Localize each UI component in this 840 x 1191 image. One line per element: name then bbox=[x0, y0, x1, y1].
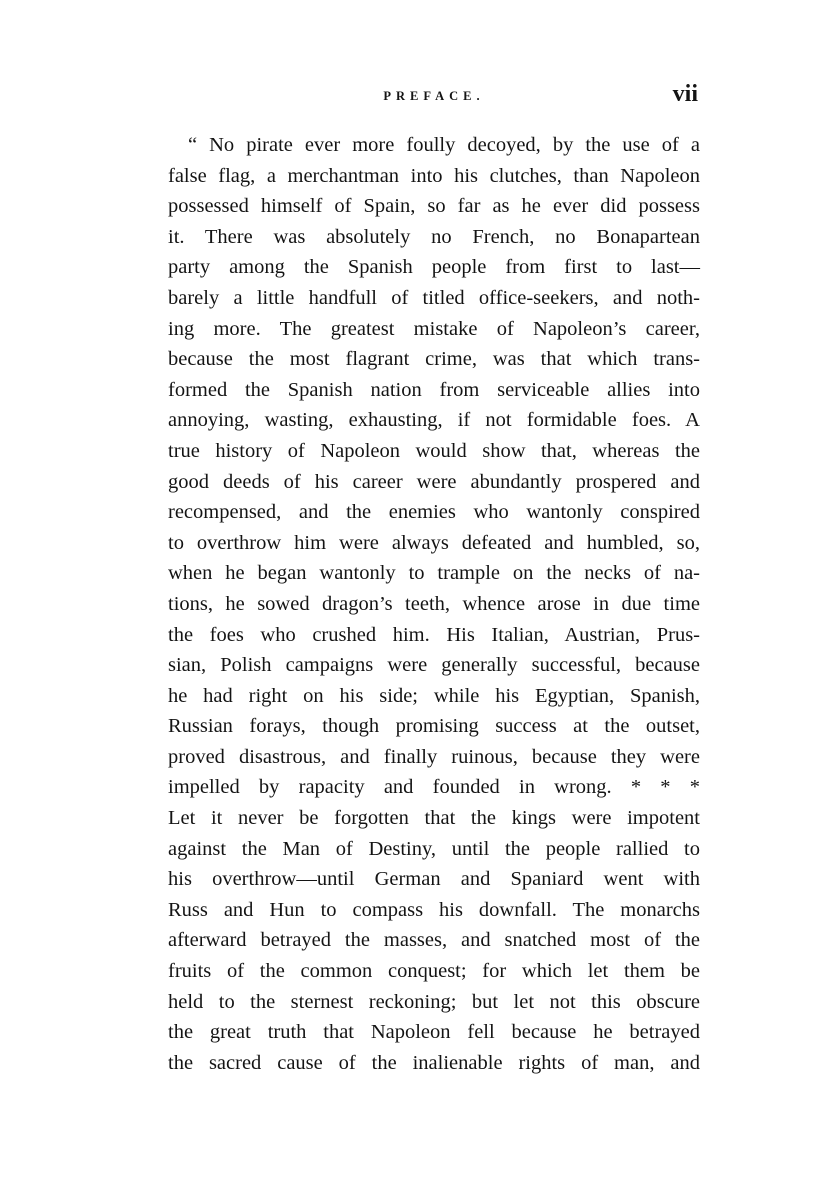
text-line: the great truth that Napoleon fell because he betrayed bbox=[168, 1021, 700, 1044]
body-text bbox=[168, 130, 700, 1078]
text-line: good deeds of his career were abundantly prospered and bbox=[168, 470, 700, 493]
page-number: vii bbox=[672, 81, 698, 107]
text-line: annoying, wasting, exhausting, if not formidable foes. A bbox=[168, 409, 700, 432]
text-line: tions, he sowed dragon’s teeth, whence arose in due time bbox=[168, 592, 700, 615]
text-line: Let it never be forgotten that the kings were impotent bbox=[168, 807, 700, 830]
text-line: his overthrow—until German and Spaniard went with bbox=[168, 868, 700, 891]
text-line: to overthrow him were always defeated and humbled, so, bbox=[168, 531, 700, 554]
running-head bbox=[168, 81, 700, 108]
text-line: when he began wantonly to trample on the necks of na- bbox=[168, 562, 700, 585]
text-line: fruits of the common conquest; for which let them be bbox=[168, 960, 700, 983]
text-line: it. There was absolutely no French, no Bonapartean bbox=[168, 225, 700, 248]
text-line: formed the Spanish nation from serviceable allies into bbox=[168, 378, 700, 401]
text-line: proved disastrous, and finally ruinous, because they were bbox=[168, 745, 700, 768]
text-line: possessed himself of Spain, so far as he ever did possess bbox=[168, 195, 700, 218]
running-title: PREFACE. bbox=[383, 89, 485, 103]
text-line: the foes who crushed him. His Italian, Austrian, Prus- bbox=[168, 623, 700, 646]
text-line: ing more. The greatest mistake of Napoleon’s career, bbox=[168, 317, 700, 340]
text-line: Russ and Hun to compass his downfall. The monarchs bbox=[168, 898, 700, 921]
text-line: the sacred cause of the inalienable rights of man, and bbox=[168, 1051, 700, 1074]
text-line: recompensed, and the enemies who wantonly conspired bbox=[168, 501, 700, 524]
text-line: false flag, a merchantman into his clutches, than Napoleon bbox=[168, 164, 700, 187]
text-line: sian, Polish campaigns were generally successful, because bbox=[168, 654, 700, 677]
text-line: held to the sternest reckoning; but let not this obscure bbox=[168, 990, 700, 1013]
text-line: afterward betrayed the masses, and snatched most of the bbox=[168, 929, 700, 952]
text-line: against the Man of Destiny, until the people rallied to bbox=[168, 837, 700, 860]
text-line: Russian forays, though promising success at the outset, bbox=[168, 715, 700, 738]
text-line: true history of Napoleon would show that, whereas the bbox=[168, 439, 700, 462]
text-line: he had right on his side; while his Egyptian, Spanish, bbox=[168, 684, 700, 707]
text-line: “ No pirate ever more foully decoyed, by the use of a bbox=[188, 134, 700, 156]
text-line: party among the Spanish people from first to last— bbox=[168, 256, 700, 279]
text-line: barely a little handfull of titled office-seekers, and noth- bbox=[168, 286, 700, 309]
text-line: impelled by rapacity and founded in wrong. * * * bbox=[168, 776, 700, 799]
text-line: because the most flagrant crime, was that which trans- bbox=[168, 348, 700, 371]
